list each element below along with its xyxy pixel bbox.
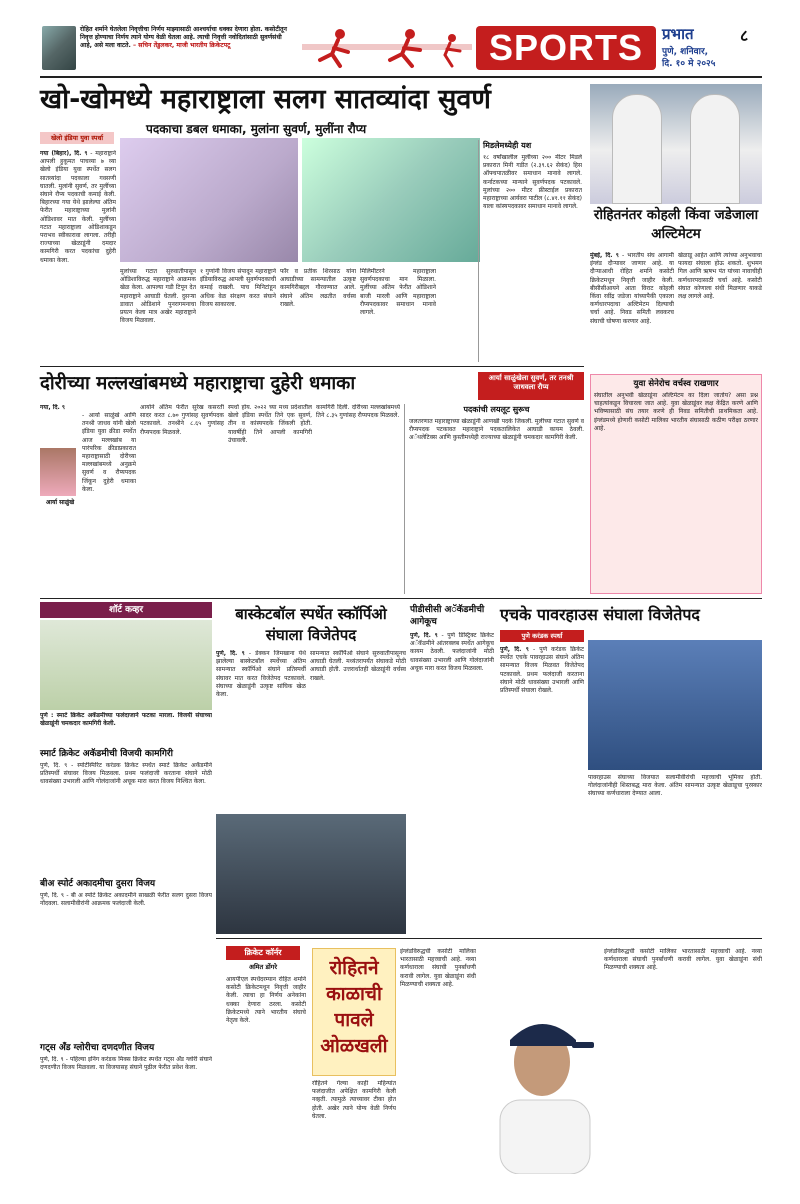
section-rule-3 xyxy=(216,938,762,939)
kho-kho-photo-2 xyxy=(302,138,480,262)
player-two xyxy=(690,94,740,204)
mallakhamb-body-col-2: आर्याने अंतिम फेरीत सुरेख कसरती सादर करत ८.७० गुणांसह सुवर्णपदक पटकावले. तनश्रीने ८.६५ गुणांसह रौप्यपदक मिळवले. xyxy=(140,404,224,436)
corner-body-col-2: रोहितने गेल्या काही महिन्यांत फलंदाजीत अपेक्षित कामगिरी केली नव्हती. त्यामुळे त्याच्यावर टीका होत होती. अखेर त्याने योग्य वेळी निर्णय घेतला. xyxy=(312,1080,396,1120)
short-headline-2: बीअ स्पोर्ट अकादमीचा दुसरा विजय xyxy=(40,879,156,889)
lead-dateline: गया (बिहार), दि. ९ xyxy=(40,150,88,157)
issue-date: दि. १० मे २०२५ xyxy=(662,59,716,69)
rohit-photo xyxy=(480,1000,600,1174)
pdcc-body: पुणे, दि. ९ - पुणे डिस्ट्रिक्ट क्रिकेट अॅकॅडमीने आंतरक्लब स्पर्धेत आगेकूच कायम ठेवली. फलंदाजांनी मोठी धावसंख्या उभारली आणि गोलंदाजांनी अचूक मारा करत विजय मिळवला. xyxy=(410,632,494,672)
lead-body-col-5: मिलिमीटरने महाराष्ट्राला सुवर्णपदकाचा मान मिळाला. मुलींच्या अंतिम फेरीत ओडिशाने बाजी मारली आणि महाराष्ट्राला रौप्यपदकावर समाधान मानावे लागले. xyxy=(360,268,436,317)
short-caption: पुणे : स्मार्ट क्रिकेट अकॅडमीच्या फलंदाजाने फटका मारला. विजयी संघाच्या खेळाडूंनी चमकदार कामगिरी केली. xyxy=(40,712,212,728)
youth-box xyxy=(590,374,762,594)
kohli-photo xyxy=(590,84,762,204)
city-day: पुणे, शनिवार, xyxy=(662,47,709,57)
powerhouse-headline: एचके पावरहाउस संघाला विजेतेपद xyxy=(500,605,700,624)
powerhouse-tag: पुणे करंडक स्पर्धा xyxy=(500,630,584,642)
pdcc-dateline: पुणे, दि. ९ xyxy=(410,632,438,639)
lead-body-col-4: फॉर व प्रतीक शिरसाठ यांना आघाडीच्या सामन्यातील उत्कृष्ट कामगिरीबद्दल गौरवण्यात आले. संघाने अंतिम लढतीत वर्चस्व राखले. xyxy=(280,268,356,308)
cricket-corner-label: क्रिकेट कॉर्नर xyxy=(226,946,300,960)
kohli-body: - भारतीय संघ आगामी इंग्लंड दौऱ्यावर जाणार आहे. या दौऱ्याआधी रोहित शर्माने कसोटी क्रिकेटमधून निवृत्ती जाहीर केली. बीसीसीआयने आता विराट कोहली किंवा रवींद्र जडेजा यांच्यापैकी एकाला कर्णधारपदाचा अल्टिमेटम दिल्याची चर्चा आहे. निवड समिती लवकरच संघाची घोषणा करणार आहे. xyxy=(590,252,674,325)
lead-body-col-2: मुलांच्या गटात सुरुवातीपासून ओडिशाविरुद्ध महाराष्ट्राने आक्रमक खेळ केला. आपल्या गडी टिपून देत महाराष्ट्राने आघाडी घेतली. दुसऱ्या डावात ओडिशाने पुनरागमनाचा प्रयत्न केला मात्र अखेर महाराष्ट्राने विजय मिळवला. xyxy=(120,268,196,325)
kohli-body-col-1 xyxy=(590,252,674,368)
basketball-body: - डेक्कन जिमखाना येथे झालेल्या बास्केटबॉल स्पर्धेच्या अंतिम सामन्यात स्कॉर्पिओ संघाने प्रतिस्पर्धी संघावर मात करत विजेतेपद पटकावले. संघाच्या खेळाडूंनी उत्कृष्ट सांघिक खेळ केला. xyxy=(216,650,306,699)
kohli-body-col-2: खेळाडू आहेत आणि त्यांच्या अनुभवाचा फायदा संघाला होऊ शकतो. शुभमन गिल आणि ऋषभ पंत यांच्या नावाचीही कर्णधारपदासाठी चर्चा आहे. कसोटी संघात कोणाला संधी मिळणार याकडे लक्ष लागले आहे. xyxy=(678,252,762,301)
player-one xyxy=(612,94,662,204)
arya-caption: आर्या साळुंखे xyxy=(45,499,75,506)
lead-subhead: पदकाचा डबल धमाका, मुलांना सुवर्ण, मुलींना रौप्य xyxy=(146,122,367,136)
short-body-3: पुणे, दि. ९ - पहिल्या इनिंग करंडक मिक्स क्रिकेट स्पर्धेत गट्स अँड ग्लोरी संघाने दणदणीत विजय मिळवला. या विजयासह संघाने पुढील फेरीत प्रवेश केला. xyxy=(40,1056,212,1072)
page-number: ८ xyxy=(740,26,749,45)
sachin-portrait xyxy=(42,26,76,70)
section-rule-2 xyxy=(40,598,762,599)
mallakhamb-tag: आर्या साळुंखेला सुवर्ण, तर तनश्री जाधवला रौप्य xyxy=(478,372,584,400)
mallakhamb-body-col-3: स्पर्धा होय. २०२२ च्या मध्य प्रदेशातील खेलो इंडिया स्पर्धेत तिने एक सुवर्ण, तीन व कांस्यपदके जिंकली होती. यावर्षीही तिने आपली कामगिरी उंचावली. xyxy=(228,404,312,444)
basketball-body-col-1 xyxy=(216,650,306,810)
powerhouse-body-col-2: पावरहाउस संघाच्या विजयात सलामीवीरांची महत्त्वाची भूमिका होती. गोलंदाजांनीही शिस्तबद्ध मारा केला. अंतिम सामन्यात उत्कृष्ट खेळाडूचा पुरस्कार संघाच्या कर्णधाराला देण्यात आला. xyxy=(588,774,762,798)
basketball-headline: बास्केटबॉल स्पर्धेत स्कॉर्पिओ संघाला विजेतेपद xyxy=(235,605,387,644)
short-body-2: पुणे, दि. ९ - बी अ स्पोर्ट क्रिकेट अकादमीने साखळी फेरीत सलग दुसरा विजय नोंदवला. सलामीवीरांनी आक्रमक फलंदाजी केली. xyxy=(40,892,212,908)
masthead-quote: रोहित शर्माने घेतलेला निवृत्तीचा निर्णय माझ्यासाठी आश्चर्याचा धक्का देणारा होता. कसोटीतून निवृत्त होण्याचा निर्णय त्याने योग्य वेळी घेतला आहे. त्याची निवृत्ती नवोदितांसाठी सुवर्णसंधी आहे, असे मला वाटते. – सचिन तेंडुलकर, माजी भारतीय क्रिकेटपटू xyxy=(80,26,287,49)
medal-box xyxy=(404,404,584,594)
short-cover-label: शॉर्ट कव्हर xyxy=(40,602,212,618)
kohli-dateline: मुंबई, दि. ९ xyxy=(590,252,619,259)
runner-logo xyxy=(302,26,472,72)
lead-body: - महाराष्ट्राने आपली हुकूमत पाचव्या ७ व्या खेलो इंडिया युवा स्पर्धेत सलग सातव्यांदा पदकाला गवसणी घातली. मुलांनी सुवर्ण, तर मुलींच्या संघाने रौप्य पदकाची कमाई केली. बिहारच्या गया येथे झालेल्या अंतिम फेरीत महाराष्ट्राच्या मुलांनी ओडिशावर मात केली. मुलींच्या गटात महाराष्ट्राला ओडिशाकडून पराभव स्वीकारावा लागला. तरीही राज्याच्या खेळाडूंनी दमदार कामगिरी करत पदकांचा दुहेरी धमाका केला. xyxy=(40,150,116,264)
lead-body-col-1 xyxy=(40,150,116,362)
corner-body-col-4: इंग्लंडविरुद्धची कसोटी मालिका भारतासाठी महत्त्वाची आहे. नव्या कर्णधाराला संघाची पुनर्बांधणी करावी लागेल. युवा खेळाडूंना संधी मिळण्याची शक्यता आहे. xyxy=(604,948,762,972)
corner-body-col-3: इंग्लंडविरुद्धची कसोटी मालिका भारतासाठी महत्त्वाची आहे. नव्या कर्णधाराला संघाची पुनर्बांधणी करावी लागेल. युवा खेळाडूंना संधी मिळण्याची शक्यता आहे. xyxy=(400,948,476,988)
mill-box xyxy=(478,140,582,362)
basketball-team-photo xyxy=(216,814,406,934)
short-cover-photo xyxy=(40,620,212,710)
youth-title: युवा सेनेरोच वर्चस्व राखणार xyxy=(633,379,719,389)
powerhouse-team-photo xyxy=(588,640,762,770)
sports-banner: SPORTS xyxy=(476,26,656,70)
pdcc-headline: पीडीसीसी अॅकॅडमीची आगेकूच xyxy=(410,605,485,627)
powerhouse-body-col-1: पुणे, दि. ९ - पुणे करंडक क्रिकेट स्पर्धेत एचके पावरहाउस संघाने अंतिम सामन्यात विजय मिळवत विजेतेपद पटकावले. प्रथम फलंदाजी करताना संघाने मोठी धावसंख्या उभारली आणि प्रतिस्पर्धी संघाला रोखले. xyxy=(500,646,584,695)
cricket-corner-author: अमित डोंगरे xyxy=(249,963,277,971)
section-rule-1 xyxy=(40,366,584,367)
lead-headline: खो-खोमध्ये महाराष्ट्राला सलग सातव्यांदा सुवर्ण xyxy=(40,84,491,115)
arya-portrait xyxy=(40,448,76,496)
kohli-headline: रोहितनंतर कोहली किंवा जडेजाला अल्टिमेटम xyxy=(593,207,759,242)
short-headline-3: गट्स अँड ग्लोरीचा दणदणीत विजय xyxy=(40,1043,155,1053)
lead-body-col-3: १ गुणांनी विजय संपादून महाराष्ट्राने इंडियाविरुद्ध आपली सुवर्णपदकाची कमाई राखली. पाच मिनिटांहून अधिक वेळ संरक्षण करत संघाने विजय साकारला. xyxy=(200,268,276,308)
lead-kicker: खेलो इंडिया युवा स्पर्धा xyxy=(40,132,114,144)
mallakhamb-dateline: गया, दि. ९ xyxy=(40,404,66,411)
medal-box-body: जलतरणात महाराष्ट्राच्या खेळाडूंनी आणखी पदके जिंकली. मुलींच्या गटात सुवर्ण व रौप्यपदक पटकावत महाराष्ट्राने पदकतालिकेत आघाडी कायम ठेवली. अॅथलेटिक्स आणि कुस्तीमध्येही राज्याच्या खेळाडूंनी चमकदार कामगिरी केली. xyxy=(409,418,584,442)
mallakhamb-headline: दोरीच्या मल्लखांबमध्ये महाराष्ट्राचा दुहेरी धमाका xyxy=(40,373,356,394)
youth-body: संघातील अनुभवी खेळाडूंना अल्टिमेटम का दिला जातोय? असा प्रश्न चाहत्यांकडून विचारला जात आहे. युवा खेळाडूंवर लक्ष केंद्रित करणे आणि भविष्यासाठी संघ तयार करणे ही निवड समितीची प्राथमिकता आहे. इंग्लंडमध्ये होणारी कसोटी मालिका भारतीय संघासाठी कठीण परीक्षा ठरणार आहे. xyxy=(594,392,758,432)
medal-box-title: पदकांची लयलूट सुरूच xyxy=(463,405,530,414)
basketball-body-col-2: सामन्यात स्कॉर्पिओ संघाने सुरुवातीपासूनच आघाडी घेतली. मध्यंतरापर्यंत संघाकडे मोठी आघाडी होती. उत्तरार्धातही खेळाडूंनी वर्चस्व राखले. xyxy=(310,650,406,682)
corner-headline: रोहितने काळाची पावले ओळखली xyxy=(312,948,396,1076)
powerhouse-dateline: पुणे, दि. ९ xyxy=(500,646,529,653)
basketball-dateline: पुणे, दि. ९ xyxy=(216,650,245,657)
mill-title: मिडलेमध्येही यश xyxy=(483,141,532,150)
corner-body-col-1: आयपीएल स्पर्धेदरम्यान रोहित शर्माने कसोटी क्रिकेटमधून निवृत्ती जाहीर केली. त्याचा हा निर्णय अनेकांना धक्का देणारा ठरला. कसोटी क्रिकेटमध्ये त्याने भारतीय संघाचे नेतृत्व केले. xyxy=(226,976,306,1025)
kho-kho-photo-1 xyxy=(120,138,298,262)
mallakhamb-body-col-4: कामगिरी दिली. दोरीच्या मल्लखांबमध्ये तिने ८.३५ गुणांसह रौप्यपदक मिळवले. xyxy=(316,404,400,420)
mill-body: १८ वर्षांखालील मुलींच्या २०० मीटर मिडले प्रकारात मिनी गडीत (२.३९.६२ सेकंद) हिस ऑफ्चपातळीवर समाधान मानावे लागले. कर्नाटकच्या मान्याने सुवर्णपदक पटकावले. मुलांच्या २०० मीटर फ्रीस्टाईल प्रकारात महाराष्ट्राच्या आर्यवरा पाटील (८.४१.११ सेकंद) याला कांस्यपदकावर समाधान मानावे लागले. xyxy=(483,154,582,211)
masthead-rule xyxy=(40,76,762,78)
short-headline-1: स्मार्ट क्रिकेट अकॅडमीची विजयी कामगिरी xyxy=(40,749,173,759)
paper-name: प्रभात xyxy=(662,25,694,43)
short-body-1: पुणे, दि. ९ - स्पोर्टस्पिरिट करंडक क्रिकेट स्पर्धेत स्मार्ट क्रिकेट अकॅडमीने प्रतिस्पर्धी संघावर विजय मिळवला. प्रथम फलंदाजी करताना संघाने मोठी धावसंख्या उभारली आणि गोलंदाजांनी अचूक मारा करत विजय निश्चित केला. xyxy=(40,762,212,786)
masthead xyxy=(40,24,762,74)
mallakhamb-body-col-1: - आर्या साळुंखे आणि तनश्री जाधव यांनी खेलो इंडिया युवा क्रीडा स्पर्धेत आज मल्लखांब या पारंपरिक क्रीडाप्रकारात महाराष्ट्रासाठी दोरीच्या मल्लखांबमध्ये अनुक्रमे सुवर्ण व रौप्यपदक जिंकून दुहेरी धमाका केला. xyxy=(82,412,136,493)
